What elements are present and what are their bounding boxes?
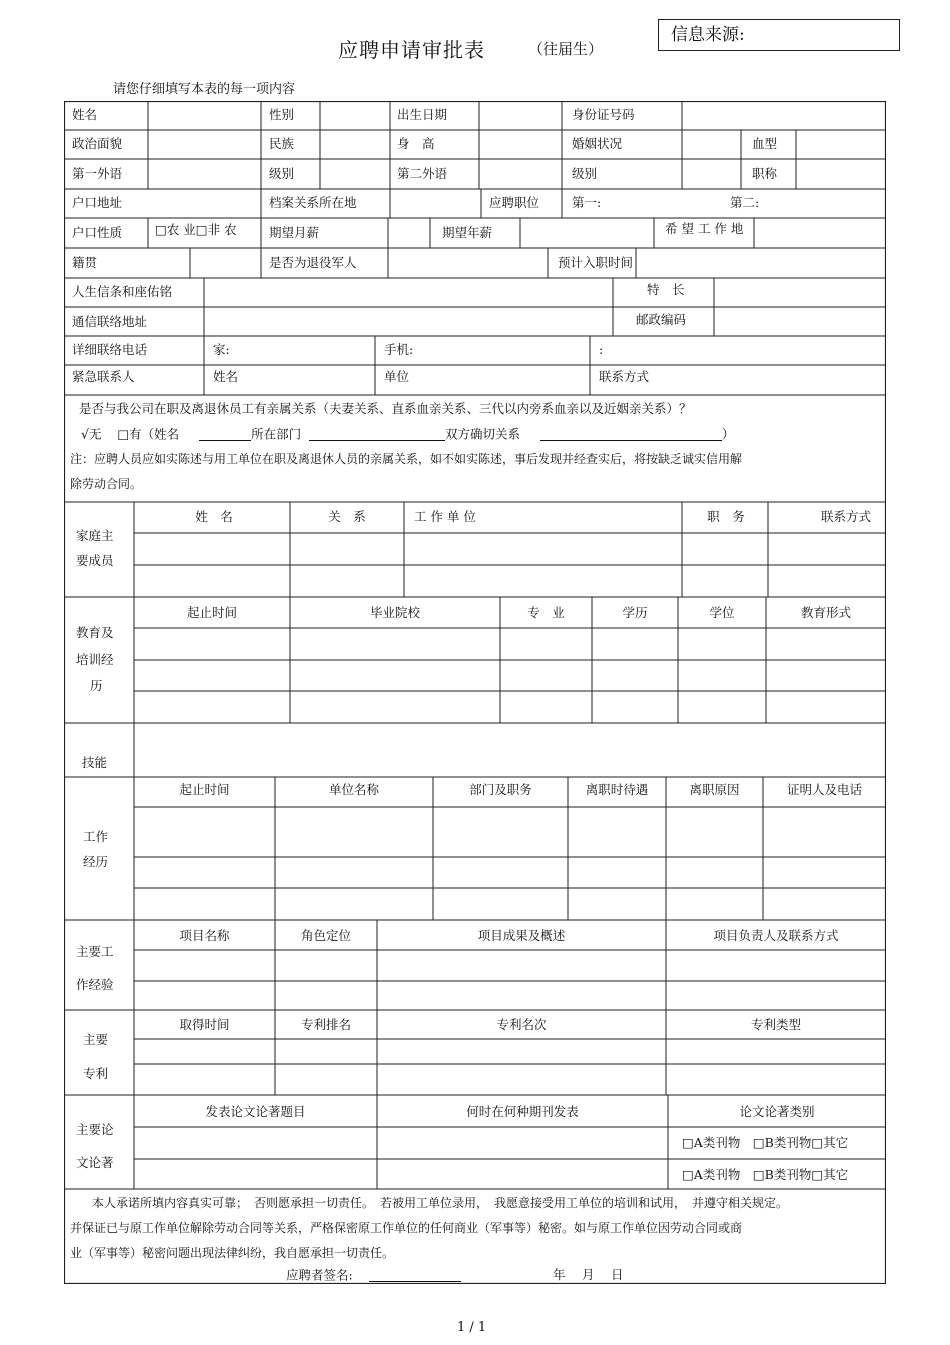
education-col-period: 起止时间 [186,605,237,620]
declaration-line1: 本人承诺所填内容真实可靠； 否则愿承担一切责任。 若被用工单位录用， 我愿意接受用工单位的培训和试用， 并遵守相关规定。 [92,1196,789,1210]
declaration-line2: 并保证已与原工作单位解除劳动合同等关系，严格保密原工作单位的任何商业（军事等）秘密。如与原工作单位因劳动合同或商 [70,1221,743,1235]
info-source-box[interactable]: 信息来源: [658,19,900,51]
projects-col-results: 项目成果及概述 [477,928,566,943]
label-home-phone: 家: [213,342,230,357]
label-applied-position: 应聘职位 [489,195,540,210]
signature-date: 年 月 日 [553,1267,624,1282]
work-label-2: 经历 [83,854,109,869]
education-label-1: 教育及 [76,625,114,640]
paper-type-options-1[interactable]: □A类刊物 □B类刊物□其它 [682,1135,849,1150]
family-col-position: 职 务 [707,509,745,524]
papers-label-1: 主要论 [76,1122,114,1137]
label-height: 身 高 [397,136,435,151]
label-marital-status: 婚姻状况 [572,136,623,151]
label-ethnicity: 民族 [269,136,295,151]
education-col-degree-level: 学历 [622,605,648,620]
relation-has-check[interactable]: □有（姓名 [117,426,180,442]
family-label-2: 要成员 [76,553,114,568]
label-specialty: 特 长 [647,282,685,297]
work-col-dept-position: 部门及职务 [469,782,532,797]
projects-col-role: 角色定位 [300,928,351,943]
education-col-degree: 学位 [709,605,735,620]
label-expected-monthly-salary: 期望月薪 [269,225,320,240]
family-col-contact: 联系方式 [821,509,872,524]
relation-rel-label: 双方确切关系 [445,426,521,442]
education-label-2: 培训经 [76,652,114,667]
education-col-mode: 教育形式 [800,605,851,620]
patents-col-rank: 专利排名 [300,1017,351,1032]
skills-label: 技能 [82,755,108,770]
label-archive-location: 档案关系所在地 [269,195,357,210]
label-contact-phone: 详细联络电话 [72,342,148,357]
patents-col-type: 专利类型 [750,1017,801,1032]
label-hukou-type: 户口性质 [72,225,123,240]
label-emergency-unit: 单位 [384,369,410,384]
label-name: 姓名 [72,107,98,122]
label-veteran: 是否为退役军人 [269,255,357,270]
projects-label-1: 主要工 [76,944,114,959]
patents-col-date: 取得时间 [179,1017,230,1032]
label-political-status: 政治面貌 [72,136,123,151]
page-indicator: 1 / 1 [457,1320,487,1335]
instruction-text: 请您仔细填写本表的每一项内容 [113,82,296,97]
label-hukou-address: 户口地址 [72,195,123,210]
family-col-relation: 关 系 [328,509,366,524]
label-life-motto: 人生信条和座佑铭 [72,284,173,299]
work-col-period: 起止时间 [179,782,230,797]
label-expected-annual-salary: 期望年薪 [442,225,493,240]
label-level-1: 级别 [269,166,295,181]
papers-col-title: 发表论文论著题目 [205,1104,306,1119]
relation-name-blank[interactable] [199,428,251,441]
label-preferred-location: 希 望 工 作 地 [665,221,744,236]
family-col-employer: 工 作 单 位 [414,509,476,524]
label-native-place: 籍贯 [72,255,98,270]
label-first-choice: 第一: [572,195,602,210]
form-title: 应聘申请审批表 [338,38,485,62]
work-col-salary: 离职时待遇 [585,782,649,797]
patents-label-2: 专利 [83,1066,109,1081]
label-second-choice: 第二: [730,195,760,210]
label-postcode: 邮政编码 [636,312,687,327]
relation-close: ） [721,426,735,442]
hukou-type-checkboxes[interactable]: □农 业□非 农 [155,222,237,237]
label-mobile-phone: 手机: [384,342,414,357]
label-emergency-name: 姓名 [213,369,239,384]
label-level-2: 级别 [572,166,598,181]
relation-note-line1: 注：应聘人员应如实陈述与用工单位在职及离退休人员的亲属关系，如不如实陈述，事后发现并经查实后，将按缺乏诚实信用解 [70,452,743,466]
label-gender: 性别 [269,107,295,122]
work-col-employer: 单位名称 [328,782,379,797]
education-col-school: 毕业院校 [369,605,420,620]
work-col-leave-reason: 离职原因 [689,782,740,797]
signature-blank[interactable] [369,1269,461,1282]
relation-rel-blank[interactable] [540,428,722,441]
declaration-line3: 业（军事等）秘密问题出现法律纠纷，我自愿承担一切责任。 [70,1246,395,1260]
label-emergency-contact: 紧急联系人 [72,369,135,384]
label-id-number: 身份证号码 [572,107,635,122]
relation-dept-label: 所在部门 [251,426,302,442]
application-form-table [64,101,886,1284]
label-first-language: 第一外语 [72,166,123,181]
signature-line [286,1269,461,1282]
label-birth-date: 出生日期 [397,107,448,122]
papers-col-category: 论文论著类别 [739,1104,815,1119]
paper-type-options-2[interactable]: □A类刊物 □B类刊物□其它 [682,1167,849,1182]
papers-label-2: 文论著 [76,1155,114,1170]
signature-label: 应聘者签名: [286,1267,353,1283]
education-label-3: 历 [90,678,103,693]
relation-answer-line [81,428,734,441]
education-col-major: 专 业 [527,605,565,620]
work-col-reference: 证明人及电话 [786,782,862,797]
family-col-name: 姓 名 [195,509,233,524]
label-emergency-contact-method: 联系方式 [599,369,650,384]
family-label-1: 家庭主 [76,528,114,543]
projects-label-2: 作经验 [76,977,114,992]
relation-question: 是否与我公司在职及离退休员工有亲属关系（夫妻关系、直系血亲关系、三代以内旁系血亲以及近姻亲关系）？ [79,401,692,416]
label-mailing-address: 通信联络地址 [72,314,148,329]
label-job-title: 职称 [752,166,778,181]
patents-col-name: 专利名次 [496,1017,547,1032]
relation-none-check[interactable]: √无 [81,426,102,442]
label-expected-start-date: 预计入职时间 [558,255,634,270]
label-other-phone: : [599,342,604,357]
label-blood-type: 血型 [752,136,778,151]
form-subtitle: （往届生） [528,40,604,58]
label-second-language: 第二外语 [397,166,448,181]
work-label-1: 工作 [83,829,109,844]
relation-dept-blank[interactable] [309,428,445,441]
projects-col-manager: 项目负责人及联系方式 [713,928,839,943]
papers-col-journal: 何时在何种期刊发表 [466,1104,579,1119]
projects-col-name: 项目名称 [179,928,230,943]
patents-label-1: 主要 [83,1032,109,1047]
relation-note-line2: 除劳动合同。 [70,477,143,491]
